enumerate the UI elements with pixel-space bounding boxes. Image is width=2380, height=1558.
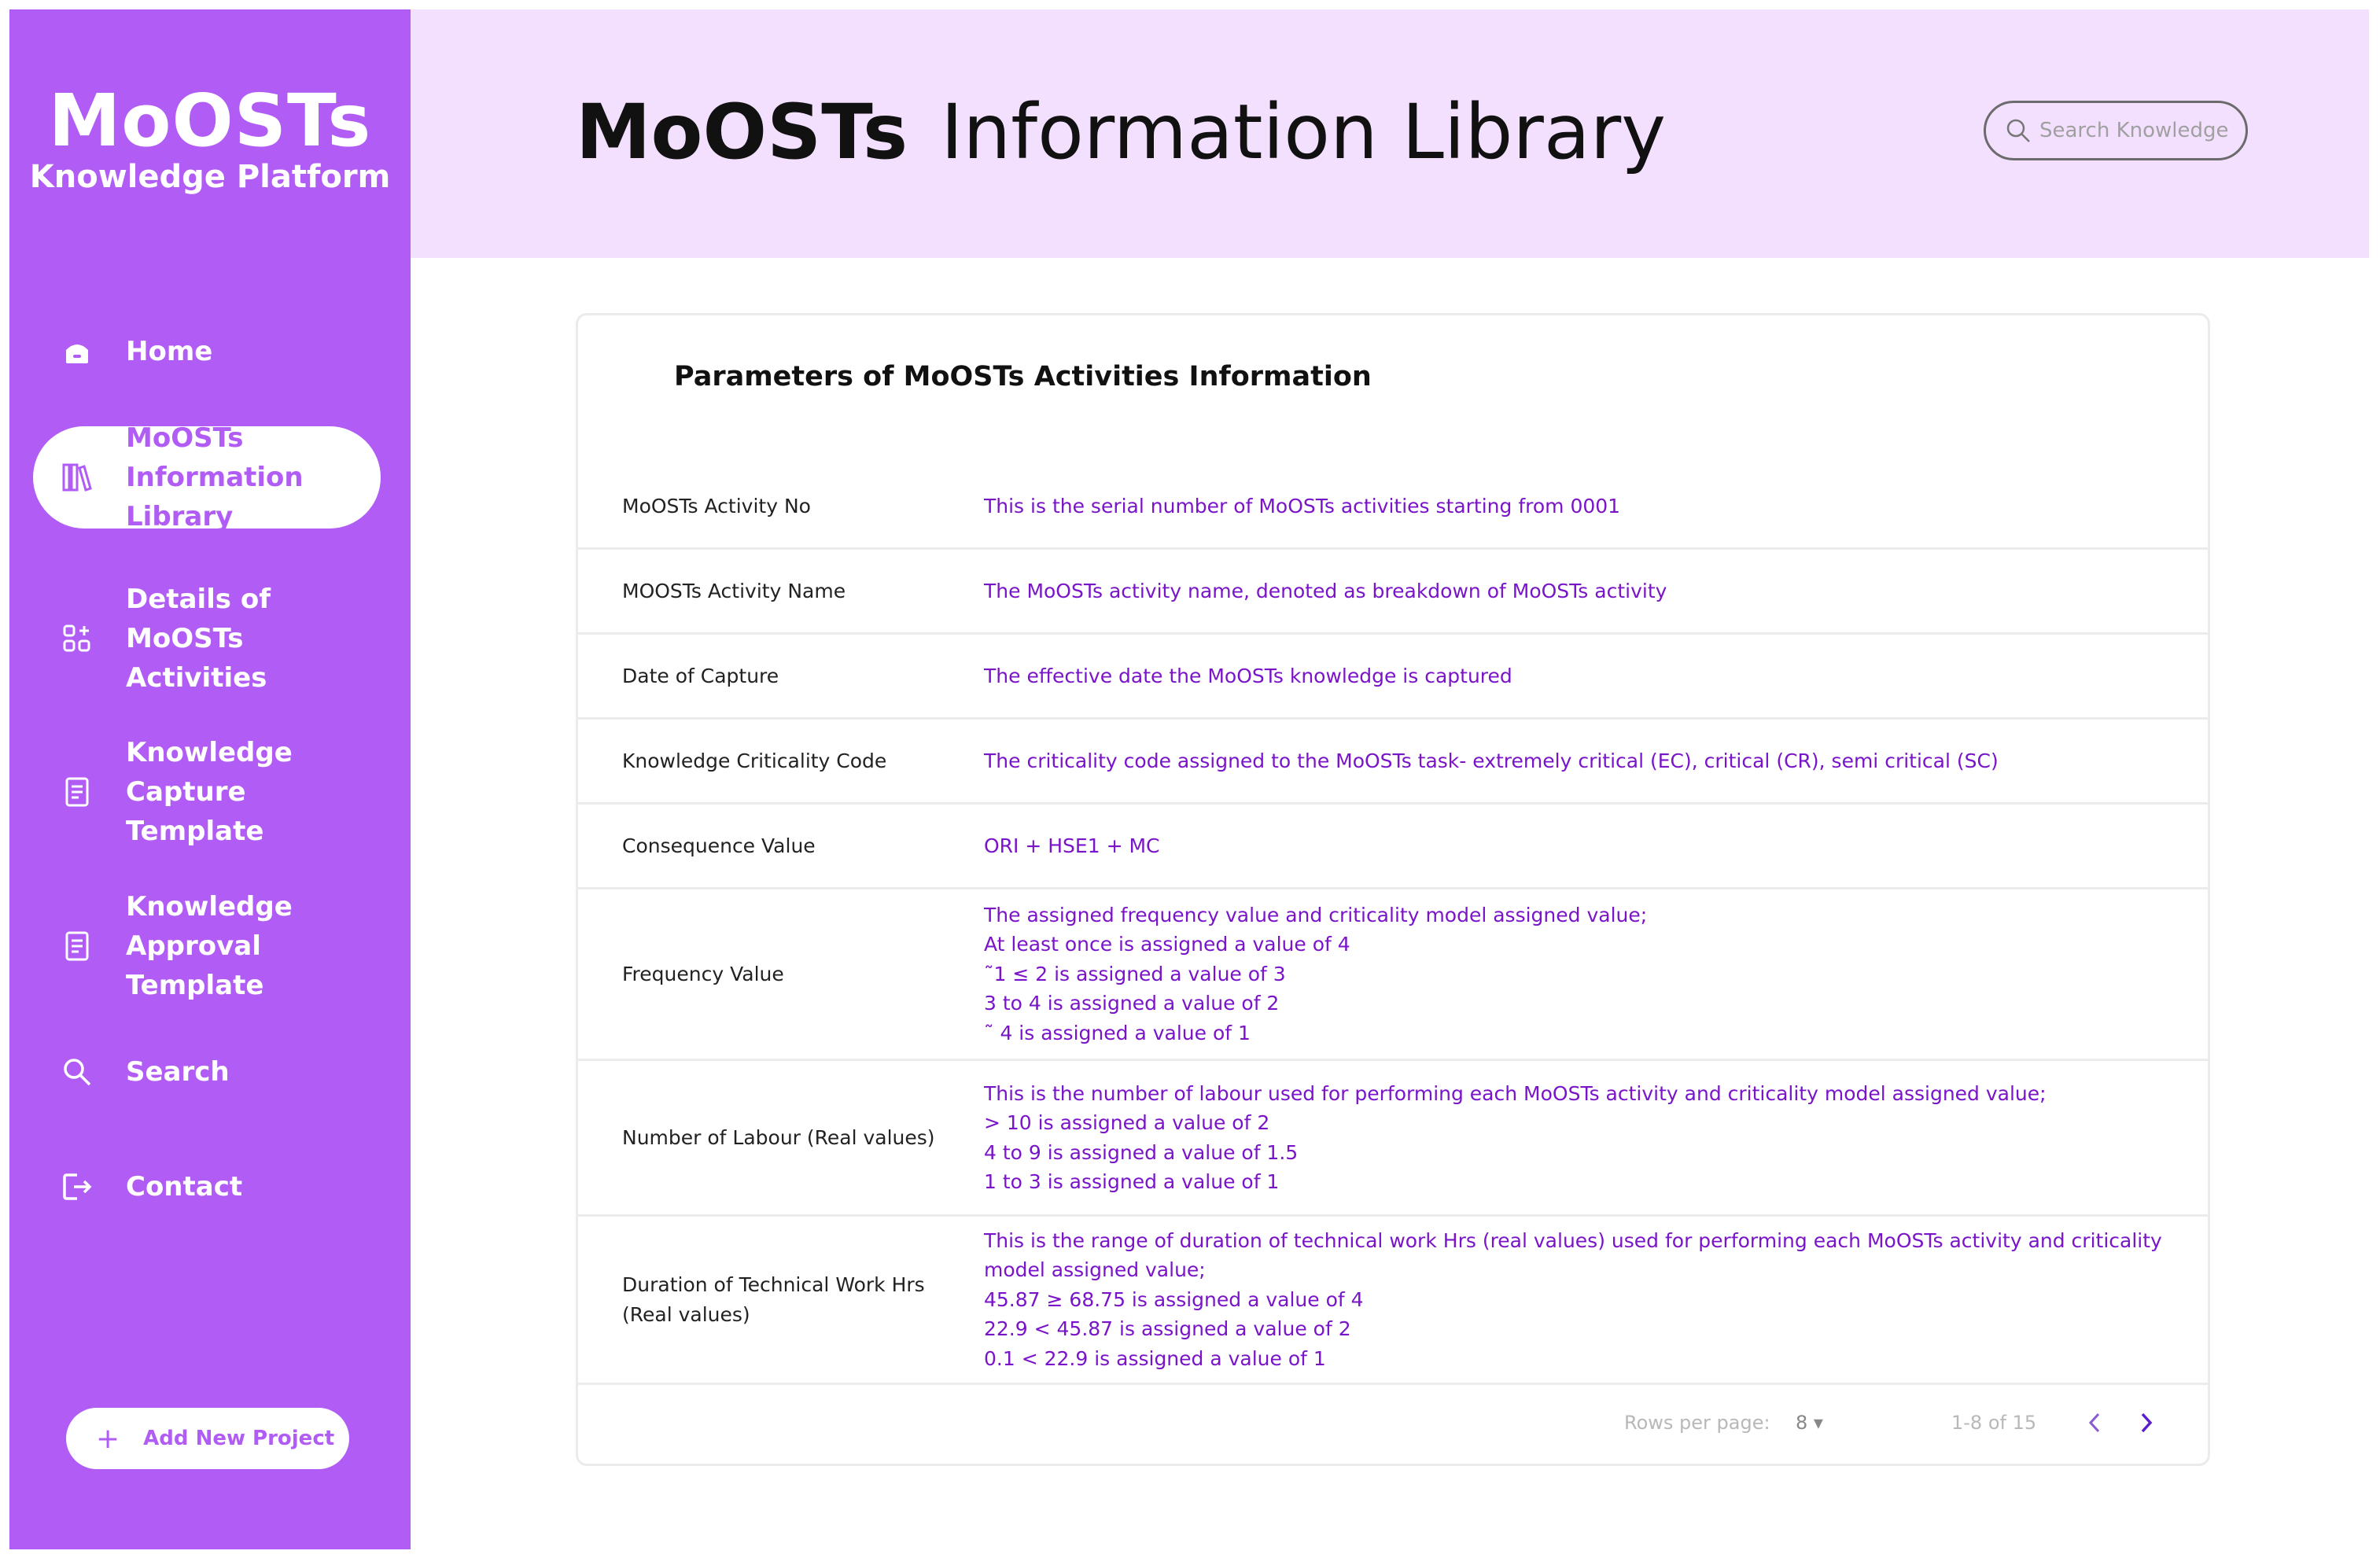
- rows-per-page-select[interactable]: 8 ▾: [1796, 1412, 1823, 1434]
- library-books-icon: [60, 460, 94, 495]
- table-row: [578, 1061, 2208, 1217]
- search-box[interactable]: [1984, 101, 2248, 160]
- header: [411, 9, 2369, 258]
- rows-per-page-label: Rows per page:: [1624, 1412, 1770, 1434]
- sidebar-item-label: Details of MoOSTs Activities: [126, 584, 271, 694]
- next-page-button[interactable]: [2132, 1409, 2161, 1437]
- page-title-rest: Information Library: [941, 88, 1666, 176]
- sidebar-item-label: Knowledge Capture Template: [126, 737, 293, 847]
- exit-icon: [60, 1169, 94, 1204]
- sidebar-item-label: MoOSTs Information Library: [126, 422, 304, 532]
- table-row: [578, 805, 2208, 889]
- parameter-description: This is the serial number of MoOSTs activities starting from 0001: [984, 494, 1621, 517]
- chevron-right-icon: [2139, 1412, 2154, 1434]
- page-title: [576, 88, 1666, 176]
- table-row: [578, 1217, 2208, 1385]
- parameter-description: The effective date the MoOSTs knowledge is captured: [984, 664, 1512, 687]
- parameter-description: This is the range of duration of technical work Hrs (real values) used for performing each MoOSTs activity and criticality model assigned value; 45.87 ≥ 68.75 is assigned a value of 4 22.9 < 45.87 is assigned a value of 2 0.1 < 22.9 is assigned a value of 1: [984, 1228, 2162, 1370]
- parameter-name: Number of Labour (Real values): [622, 1125, 935, 1149]
- table-footer: [578, 1385, 2208, 1464]
- parameter-description: The criticality code assigned to the MoOSTs task- extremely critical (EC), critical (CR), semi critical (SC): [984, 749, 1999, 772]
- parameter-name: Knowledge Criticality Code: [622, 749, 887, 772]
- parameter-name: Frequency Value: [622, 962, 784, 985]
- sidebar-item-capture-template[interactable]: [33, 737, 381, 847]
- table-row: [578, 889, 2208, 1061]
- table-row: [578, 465, 2208, 550]
- prev-page-button[interactable]: [2080, 1409, 2109, 1437]
- add-new-project-button[interactable]: [66, 1408, 349, 1469]
- parameter-name: Date of Capture: [622, 664, 779, 687]
- parameters-card: [576, 313, 2210, 1466]
- chevron-left-icon: [2087, 1412, 2102, 1434]
- table-row: [578, 720, 2208, 805]
- sidebar-item-search[interactable]: [33, 1021, 381, 1123]
- page-title-brand: MoOSTs: [576, 88, 908, 176]
- parameter-description: The assigned frequency value and criticality model assigned value; At least once is assigned a value of 4 ˜1 ≤ 2 is assigned a value of 3 3 to 4 is assigned a value of 2 ˜ 4 is assigned a value of 1: [984, 903, 1648, 1044]
- parameter-description: This is the number of labour used for performing each MoOSTs activity and criticality model assigned value; > 10 is assigned a value of 2 4 to 9 is assigned a value of 1.5 1 to 3 is assigned a value of 1: [984, 1081, 2047, 1193]
- pagination-range: 1-8 of 15: [1951, 1412, 2037, 1434]
- sidebar-item-contact[interactable]: [33, 1136, 381, 1238]
- sidebar-item-label: Search: [126, 1056, 230, 1088]
- plus-icon: +: [96, 1422, 120, 1455]
- search-icon: [60, 1055, 94, 1089]
- document-icon: [60, 775, 94, 809]
- parameter-name: MoOSTs Activity No: [622, 494, 811, 517]
- sidebar-item-home[interactable]: [33, 300, 381, 403]
- sidebar: [9, 9, 411, 1549]
- parameter-name: MOOSTs Activity Name: [622, 579, 846, 602]
- parameter-name: Consequence Value: [622, 834, 816, 857]
- sidebar-item-information-library[interactable]: [33, 422, 381, 532]
- sidebar-item-approval-template[interactable]: [33, 891, 381, 1001]
- add-new-project-label: Add New Project: [143, 1427, 335, 1450]
- search-icon: [2005, 117, 2032, 144]
- sidebar-item-label: Contact: [126, 1171, 243, 1203]
- sidebar-item-label: Home: [126, 336, 213, 367]
- parameter-description: ORI + HSE1 + MC: [984, 834, 1160, 857]
- home-icon: [60, 334, 94, 369]
- brand-subtitle: Knowledge Platform: [29, 159, 391, 195]
- card-title: Parameters of MoOSTs Activities Information: [674, 361, 1372, 392]
- sidebar-item-label: Knowledge Approval Template: [126, 891, 293, 1001]
- brand-title: MoOSTs: [48, 79, 372, 163]
- parameter-name: Duration of Technical Work Hrs (Real values): [622, 1273, 925, 1326]
- parameter-description: The MoOSTs activity name, denoted as breakdown of MoOSTs activity: [984, 579, 1667, 602]
- search-input[interactable]: [2039, 119, 2236, 142]
- table-row: [578, 635, 2208, 720]
- document-icon: [60, 929, 94, 963]
- grid-add-icon: [60, 621, 94, 656]
- sidebar-item-details-activities[interactable]: [33, 584, 381, 694]
- table-row: [578, 550, 2208, 635]
